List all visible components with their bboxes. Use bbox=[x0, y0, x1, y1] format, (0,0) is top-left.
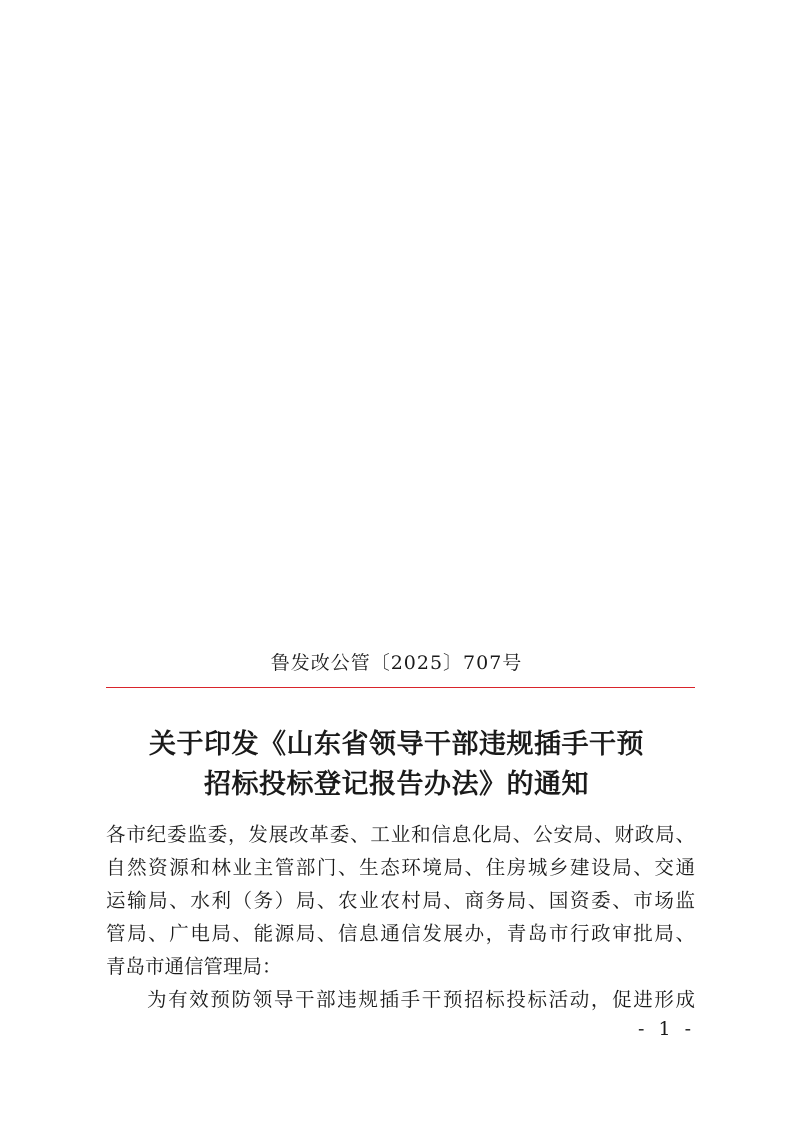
page-number: - 1 - bbox=[637, 1018, 695, 1040]
addressee-line-2: 自然资源和林业主管部门、生态环境局、住房城乡建设局、交通 bbox=[106, 856, 695, 879]
document-number: 鲁发改公管〔2025〕707号 bbox=[270, 652, 523, 674]
addressee-line-5: 青岛市通信管理局： bbox=[106, 955, 282, 978]
addressee-line-1: 各市纪委监委，发展改革委、工业和信息化局、公安局、财政局、 bbox=[106, 823, 695, 846]
title-line-1: 关于印发《山东省领导干部违规插手干预 bbox=[149, 729, 644, 760]
document-body bbox=[106, 818, 695, 1016]
addressee-line-4: 管局、广电局、能源局、信息通信发展办，青岛市行政审批局、 bbox=[106, 922, 695, 945]
addressee-line-3: 运输局、水利（务）局、农业农村局、商务局、国资委、市场监 bbox=[106, 889, 695, 912]
red-separator-line bbox=[106, 687, 695, 688]
document-title bbox=[0, 725, 793, 805]
title-line-2: 招标投标登记报告办法》的通知 bbox=[204, 769, 589, 800]
paragraph-line-1: 为有效预防领导干部违规插手干预招标投标活动，促进形成 bbox=[147, 988, 695, 1011]
